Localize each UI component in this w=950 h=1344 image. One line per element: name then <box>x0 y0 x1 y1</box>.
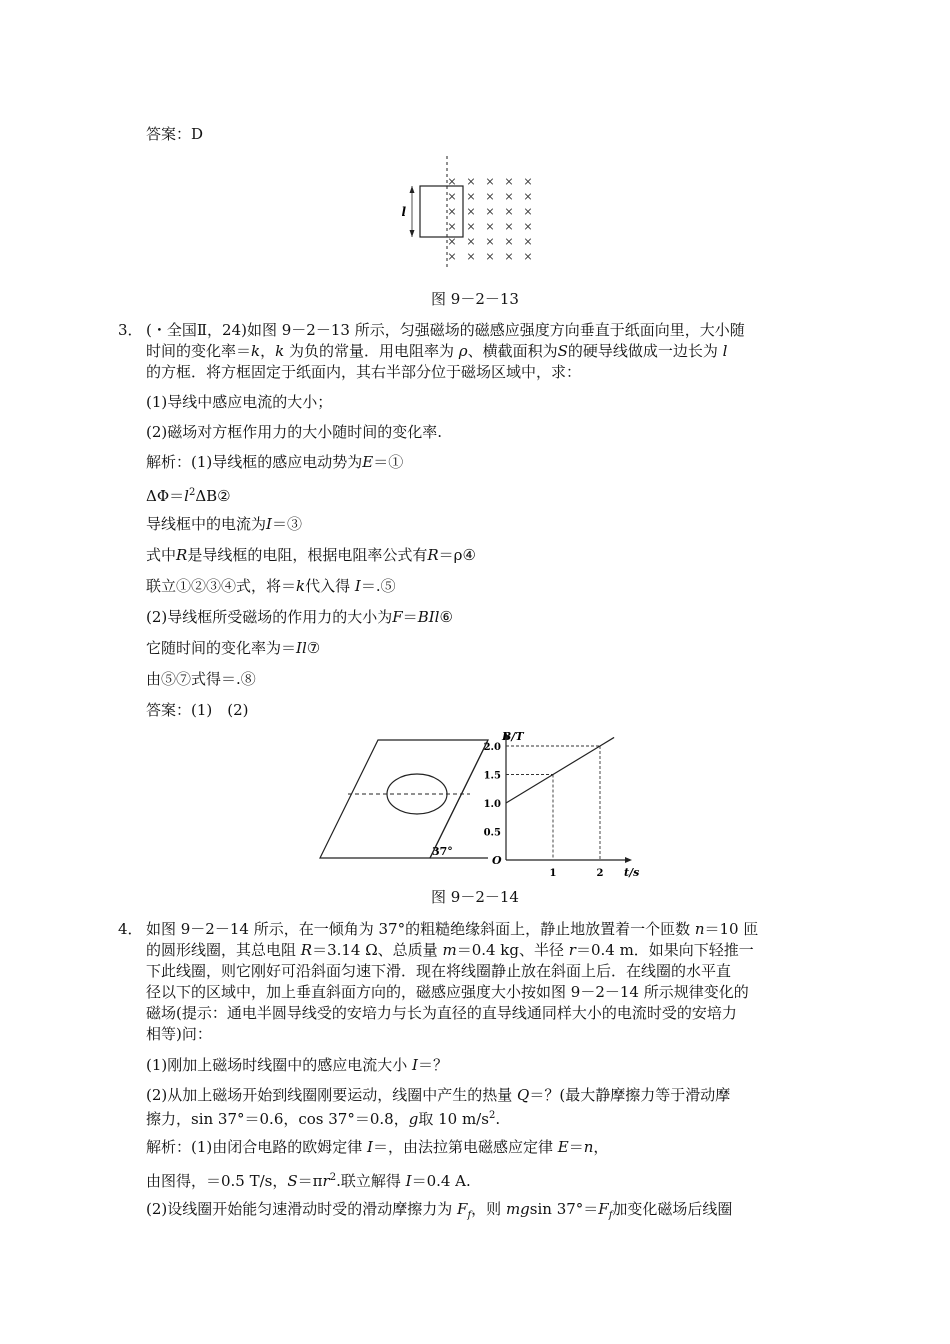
q4-line3: 下此线圈，则它刚好可沿斜面匀速下滑．现在将线圈静止放在斜面上后．在线圈的水平直 <box>146 962 732 980</box>
field-cross: × <box>447 205 457 218</box>
figure-9-2-13 <box>400 152 550 272</box>
q4-sub2-line2: 擦力，sin 37°＝0.6，cos 37°＝0.8，g取 10 $m/s^2$. <box>146 1110 501 1128</box>
field-cross: × <box>485 190 495 203</box>
q4-line6: 相等)问： <box>146 1025 212 1043</box>
field-cross: × <box>523 205 533 218</box>
b-t-series-line <box>506 737 614 803</box>
sol3-line1: 解析：(1)导线框的感应电动势为E＝① <box>146 453 404 471</box>
x-tick-label: 2 <box>596 868 604 878</box>
circular-coil <box>387 774 447 814</box>
sol4-line2: 由图得，＝0.5 T/s，$S=\pi r^2$.联立解得 I＝0.4 A. <box>146 1172 471 1190</box>
field-cross: × <box>485 220 495 233</box>
side-length-label: l <box>401 205 406 219</box>
y-axis-label: B/T <box>502 730 524 743</box>
incline-face <box>320 740 488 858</box>
field-cross: × <box>504 175 514 188</box>
q4-line4: 径以下的区域中，加上垂直斜面方向的，磁感应强度大小按如图 9－2－14 所示规律变化的 <box>146 983 749 1001</box>
sol4-line3: (2)设线圈开始能匀速滑动时受的滑动摩擦力为 $F_f$，则 mgsin $37^\circ=F_f$加变化磁场后线圈 <box>146 1200 733 1221</box>
field-cross: × <box>485 175 495 188</box>
sol3-answer: 答案：(1) (2) <box>146 701 249 719</box>
q4-line1: 如图 9－2－14 所示，在一倾角为 37°的粗糙绝缘斜面上，静止地放置着一个匝数 n＝10 匝 <box>146 920 759 938</box>
sol3-line2: $\Delta\Phi=l^2\Delta B②$ <box>146 487 231 505</box>
sol4-line1: 解析：(1)由闭合电路的欧姆定律 I＝，由法拉第电磁感应定律 E＝n， <box>146 1138 609 1156</box>
x-axis-arrow <box>625 857 632 863</box>
field-cross: × <box>466 205 476 218</box>
sol3-line4: 式中R是导线框的电阻，根据电阻率公式有R＝ρ④ <box>146 546 476 564</box>
q3-line1: (・全国Ⅱ，24)如图 9－2－13 所示，匀强磁场的磁感应强度方向垂直于纸面向里，大小随 <box>146 321 745 339</box>
figure-9-2-14-incline <box>310 732 500 864</box>
figure-9-2-14-chart <box>478 728 648 878</box>
field-cross: × <box>504 250 514 263</box>
answer-line: 答案：D <box>146 125 204 143</box>
y-tick-label: 1.0 <box>483 799 501 810</box>
sol3-line8: 由⑤⑦式得＝.⑧ <box>146 670 256 688</box>
field-cross: × <box>523 220 533 233</box>
field-cross: × <box>523 235 533 248</box>
field-cross: × <box>504 235 514 248</box>
q3-line2: 时间的变化率＝k，k 为负的常量．用电阻率为 ρ、横截面积为S的硬导线做成一边长为 l <box>146 342 728 360</box>
q3-line3: 的方框．将方框固定于纸面内，其右半部分位于磁场区域中，求： <box>146 363 582 381</box>
x-axis-label: t/s <box>624 866 640 878</box>
q4-sub2-line1: (2)从加上磁场开始到线圈刚要运动，线圈中产生的热量 Q＝？(最大静摩擦力等于滑动摩 <box>146 1086 731 1104</box>
field-cross: × <box>504 220 514 233</box>
field-cross: × <box>466 235 476 248</box>
q4-number: 4． <box>118 920 143 938</box>
sol3-line6: (2)导线框所受磁场的作用力的大小为F＝BIl⑥ <box>146 608 453 626</box>
field-cross: × <box>466 190 476 203</box>
field-cross: × <box>447 175 457 188</box>
q4-line5: 磁场(提示：通电半圆导线受的安培力与长为直径的直导线通同样大小的电流时受的安培力 <box>146 1004 737 1022</box>
field-cross: × <box>523 250 533 263</box>
field-cross: × <box>504 190 514 203</box>
y-tick-label: 1.5 <box>483 770 501 782</box>
field-cross: × <box>447 220 457 233</box>
x-tick-label: 1 <box>549 868 557 878</box>
sol3-line3: 导线框中的电流为I＝③ <box>146 515 302 533</box>
figure-caption-13: 图 9－2－13 <box>431 290 519 308</box>
field-cross: × <box>466 220 476 233</box>
field-cross: × <box>523 190 533 203</box>
q4-sub1: (1)刚加上磁场时线圈中的感应电流大小 I＝？ <box>146 1056 448 1074</box>
field-cross: × <box>504 205 514 218</box>
field-cross: × <box>466 250 476 263</box>
field-cross: × <box>447 235 457 248</box>
magnetic-field-crosses <box>447 175 532 263</box>
field-cross: × <box>447 250 457 263</box>
angle-label: 37° <box>432 845 453 858</box>
q3-sub1: (1)导线中感应电流的大小； <box>146 393 333 411</box>
y-tick-label: 0.5 <box>483 827 501 839</box>
field-cross: × <box>485 235 495 248</box>
field-cross: × <box>447 190 457 203</box>
sol3-line5: 联立①②③④式，将＝k代入得 I＝.⑤ <box>146 577 396 595</box>
q4-line2: 的圆形线圈，其总电阻 R＝3.14 Ω、总质量 m＝0.4 kg、半径 r＝0.4 m．如果向下轻推一 <box>146 941 754 959</box>
figure-caption-14: 图 9－2－14 <box>431 888 519 906</box>
origin-label: O <box>492 854 502 867</box>
sol3-line7: 它随时间的变化率为＝Il⑦ <box>146 639 321 657</box>
field-cross: × <box>485 250 495 263</box>
field-cross: × <box>523 175 533 188</box>
field-cross: × <box>466 175 476 188</box>
q3-sub2: (2)磁场对方框作用力的大小随时间的变化率. <box>146 423 443 441</box>
field-cross: × <box>485 205 495 218</box>
y-tick-label: 2.0 <box>483 742 501 753</box>
q3-number: 3． <box>118 321 143 339</box>
